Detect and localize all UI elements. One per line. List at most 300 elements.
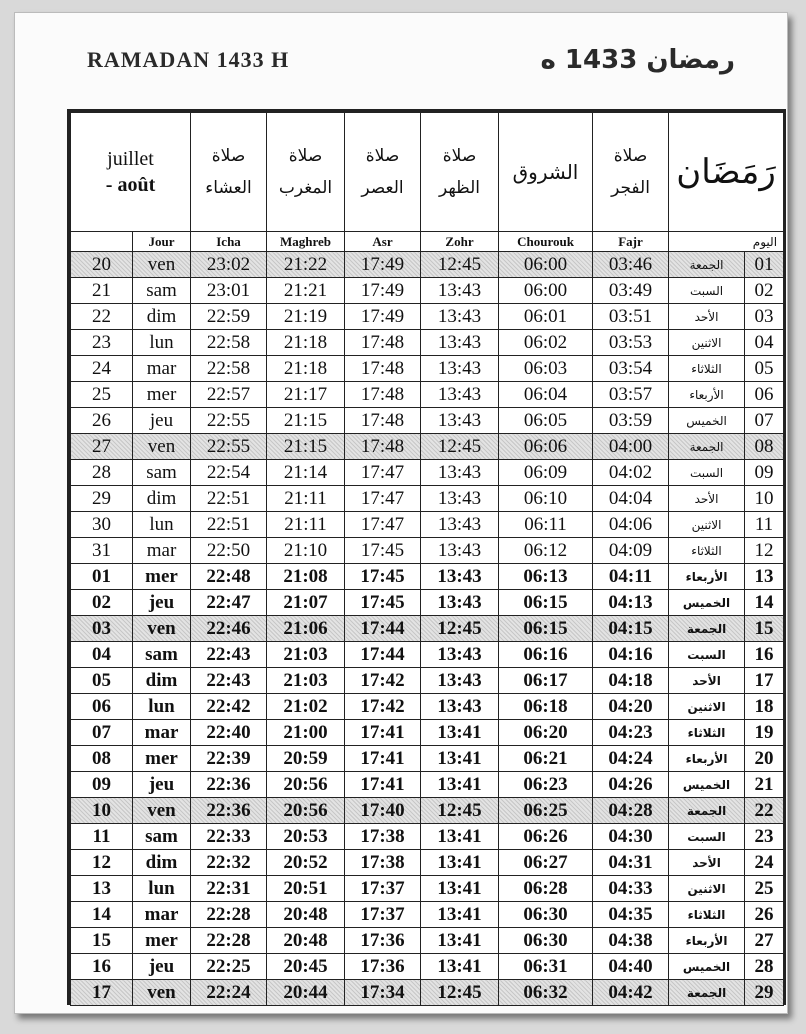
date-cell: 21: [71, 278, 133, 304]
table-row: [71, 720, 784, 746]
zohr-cell: 12:45: [421, 434, 499, 460]
arabic-day-cell: الاثنين: [669, 876, 745, 902]
chourouk-cell: 06:09: [499, 460, 593, 486]
header-ramadan-logo: [669, 113, 784, 232]
subheader-chourouk: Chourouk: [499, 232, 593, 252]
chourouk-cell: 06:15: [499, 616, 593, 642]
icha-cell: 22:25: [191, 954, 267, 980]
jour-cell: mer: [133, 928, 191, 954]
subheader-icha: Icha: [191, 232, 267, 252]
ramadan-day-number-cell: 22: [745, 798, 784, 824]
timetable-sheet: [14, 12, 788, 1014]
zohr-cell: 13:41: [421, 928, 499, 954]
jour-cell: lun: [133, 512, 191, 538]
chourouk-cell: 06:17: [499, 668, 593, 694]
date-cell: 31: [71, 538, 133, 564]
asr-cell: 17:49: [345, 252, 421, 278]
asr-cell: 17:49: [345, 278, 421, 304]
maghreb-cell: 21:22: [267, 252, 345, 278]
table-row: [71, 642, 784, 668]
fajr-cell: 04:42: [593, 980, 669, 1006]
maghreb-cell: 21:15: [267, 434, 345, 460]
zohr-name-label: الظهر: [438, 178, 481, 198]
zohr-cell: 13:43: [421, 538, 499, 564]
icha-cell: 22:58: [191, 330, 267, 356]
maghreb-cell: 20:56: [267, 798, 345, 824]
jour-cell: dim: [133, 668, 191, 694]
zohr-cell: 13:43: [421, 564, 499, 590]
chourouk-cell: 06:04: [499, 382, 593, 408]
isha-salat-label: صلاة: [211, 146, 246, 166]
table-row: [71, 746, 784, 772]
jour-cell: dim: [133, 304, 191, 330]
chourouk-cell: 06:12: [499, 538, 593, 564]
fajr-cell: 04:33: [593, 876, 669, 902]
ramadan-day-number-cell: 28: [745, 954, 784, 980]
chourouk-cell: 06:30: [499, 928, 593, 954]
jour-cell: ven: [133, 980, 191, 1006]
chourouk-cell: 06:06: [499, 434, 593, 460]
jour-cell: mar: [133, 356, 191, 382]
month2-label: - août: [105, 174, 156, 196]
header-zohr: [421, 113, 499, 232]
ramadan-day-number-cell: 27: [745, 928, 784, 954]
ramadan-day-number-cell: 07: [745, 408, 784, 434]
prayer-times-table-frame: [67, 109, 786, 1005]
arabic-day-cell: الأحد: [669, 486, 745, 512]
maghreb-cell: 20:56: [267, 772, 345, 798]
ramadan-day-number-cell: 15: [745, 616, 784, 642]
arabic-day-cell: الخميس: [669, 772, 745, 798]
jour-cell: jeu: [133, 954, 191, 980]
ramadan-day-number-cell: 18: [745, 694, 784, 720]
zohr-cell: 13:43: [421, 330, 499, 356]
prayer-times-table: [70, 112, 784, 1006]
maghreb-cell: 20:59: [267, 746, 345, 772]
chourouk-cell: 06:13: [499, 564, 593, 590]
chourouk-cell: 06:23: [499, 772, 593, 798]
zohr-cell: 13:41: [421, 772, 499, 798]
maghreb-cell: 20:52: [267, 850, 345, 876]
ramadan-day-number-cell: 03: [745, 304, 784, 330]
chourouk-cell: 06:25: [499, 798, 593, 824]
asr-cell: 17:45: [345, 564, 421, 590]
fajr-cell: 04:18: [593, 668, 669, 694]
header-maghreb: [267, 113, 345, 232]
jour-cell: mar: [133, 902, 191, 928]
icha-cell: 22:36: [191, 772, 267, 798]
icha-cell: 22:28: [191, 928, 267, 954]
table-row: [71, 408, 784, 434]
date-cell: 14: [71, 902, 133, 928]
ramadan-day-number-cell: 20: [745, 746, 784, 772]
zohr-cell: 13:43: [421, 694, 499, 720]
arabic-day-cell: السبت: [669, 824, 745, 850]
date-cell: 09: [71, 772, 133, 798]
icha-cell: 22:57: [191, 382, 267, 408]
ramadan-day-number-cell: 26: [745, 902, 784, 928]
asr-cell: 17:41: [345, 746, 421, 772]
jour-cell: jeu: [133, 408, 191, 434]
jour-cell: ven: [133, 798, 191, 824]
header-isha: [191, 113, 267, 232]
date-cell: 11: [71, 824, 133, 850]
arabic-day-cell: الأحد: [669, 304, 745, 330]
fajr-name-label: الفجر: [611, 178, 650, 198]
jour-cell: ven: [133, 252, 191, 278]
header-fajr: [593, 113, 669, 232]
ramadan-day-number-cell: 11: [745, 512, 784, 538]
zohr-cell: 12:45: [421, 252, 499, 278]
jour-cell: lun: [133, 694, 191, 720]
date-cell: 08: [71, 746, 133, 772]
fajr-cell: 04:23: [593, 720, 669, 746]
fajr-cell: 04:13: [593, 590, 669, 616]
ramadan-day-number-cell: 29: [745, 980, 784, 1006]
arabic-day-cell: الاثنين: [669, 694, 745, 720]
table-row: [71, 850, 784, 876]
fajr-salat-label: صلاة: [613, 146, 648, 166]
date-cell: 15: [71, 928, 133, 954]
header-row: [71, 113, 784, 232]
table-row: [71, 434, 784, 460]
ramadan-day-number-cell: 19: [745, 720, 784, 746]
icha-cell: 22:36: [191, 798, 267, 824]
fajr-cell: 03:53: [593, 330, 669, 356]
arabic-day-cell: الأحد: [669, 668, 745, 694]
table-row: [71, 668, 784, 694]
ramadan-day-number-cell: 01: [745, 252, 784, 278]
zohr-cell: 13:41: [421, 902, 499, 928]
ramadan-day-number-cell: 21: [745, 772, 784, 798]
isha-name-label: العشاء: [205, 178, 252, 198]
ramadan-day-number-cell: 10: [745, 486, 784, 512]
chourouk-name-label: الشروق: [512, 160, 579, 184]
asr-cell: 17:44: [345, 616, 421, 642]
maghreb-cell: 21:00: [267, 720, 345, 746]
table-row: [71, 616, 784, 642]
chourouk-cell: 06:01: [499, 304, 593, 330]
asr-cell: 17:48: [345, 356, 421, 382]
chourouk-cell: 06:27: [499, 850, 593, 876]
icha-cell: 23:01: [191, 278, 267, 304]
ramadan-day-number-cell: 04: [745, 330, 784, 356]
asr-cell: 17:41: [345, 720, 421, 746]
maghreb-cell: 20:53: [267, 824, 345, 850]
jour-cell: mer: [133, 746, 191, 772]
asr-cell: 17:38: [345, 850, 421, 876]
maghreb-cell: 20:48: [267, 902, 345, 928]
chourouk-cell: 06:16: [499, 642, 593, 668]
icha-cell: 22:28: [191, 902, 267, 928]
table-row: [71, 304, 784, 330]
asr-cell: 17:49: [345, 304, 421, 330]
table-row: [71, 824, 784, 850]
asr-cell: 17:47: [345, 512, 421, 538]
icha-cell: 22:50: [191, 538, 267, 564]
subheader-row: [71, 232, 784, 252]
chourouk-cell: 06:11: [499, 512, 593, 538]
zohr-cell: 13:43: [421, 668, 499, 694]
zohr-cell: 13:43: [421, 590, 499, 616]
asr-cell: 17:34: [345, 980, 421, 1006]
chourouk-cell: 06:05: [499, 408, 593, 434]
zohr-cell: 12:45: [421, 798, 499, 824]
zohr-cell: 13:43: [421, 304, 499, 330]
arabic-day-cell: الجمعة: [669, 252, 745, 278]
maghreb-cell: 20:48: [267, 928, 345, 954]
header-asr: [345, 113, 421, 232]
arabic-day-cell: الخميس: [669, 408, 745, 434]
date-cell: 28: [71, 460, 133, 486]
chourouk-cell: 06:20: [499, 720, 593, 746]
arabic-day-cell: السبت: [669, 642, 745, 668]
jour-cell: dim: [133, 486, 191, 512]
ramadan-day-number-cell: 17: [745, 668, 784, 694]
zohr-cell: 13:41: [421, 824, 499, 850]
ramadan-day-number-cell: 05: [745, 356, 784, 382]
chourouk-cell: 06:15: [499, 590, 593, 616]
date-cell: 07: [71, 720, 133, 746]
icha-cell: 22:59: [191, 304, 267, 330]
arabic-day-cell: الأربعاء: [669, 746, 745, 772]
fajr-cell: 03:54: [593, 356, 669, 382]
icha-cell: 22:58: [191, 356, 267, 382]
asr-cell: 17:45: [345, 590, 421, 616]
fajr-cell: 04:38: [593, 928, 669, 954]
maghreb-salat-label: صلاة: [288, 146, 323, 166]
table-row: [71, 512, 784, 538]
icha-cell: 22:47: [191, 590, 267, 616]
zohr-cell: 13:43: [421, 382, 499, 408]
chourouk-cell: 06:31: [499, 954, 593, 980]
table-row: [71, 278, 784, 304]
zohr-cell: 13:41: [421, 876, 499, 902]
asr-cell: 17:36: [345, 954, 421, 980]
arabic-day-cell: الخميس: [669, 954, 745, 980]
maghreb-cell: 21:15: [267, 408, 345, 434]
header-month: [71, 113, 191, 232]
table-row: [71, 252, 784, 278]
date-cell: 29: [71, 486, 133, 512]
zohr-cell: 12:45: [421, 980, 499, 1006]
table-row: [71, 564, 784, 590]
maghreb-cell: 20:51: [267, 876, 345, 902]
date-cell: 16: [71, 954, 133, 980]
arabic-day-cell: الثلاثاء: [669, 902, 745, 928]
zohr-cell: 13:41: [421, 746, 499, 772]
date-cell: 26: [71, 408, 133, 434]
arabic-day-cell: الثلاثاء: [669, 720, 745, 746]
fajr-cell: 04:00: [593, 434, 669, 460]
table-row: [71, 538, 784, 564]
ramadan-day-number-cell: 09: [745, 460, 784, 486]
date-cell: 12: [71, 850, 133, 876]
jour-cell: mar: [133, 538, 191, 564]
maghreb-cell: 21:11: [267, 512, 345, 538]
maghreb-cell: 21:18: [267, 356, 345, 382]
asr-cell: 17:42: [345, 694, 421, 720]
zohr-cell: 13:43: [421, 512, 499, 538]
subheader-zohr: Zohr: [421, 232, 499, 252]
table-row: [71, 980, 784, 1006]
date-cell: 22: [71, 304, 133, 330]
maghreb-cell: 21:14: [267, 460, 345, 486]
ramadan-day-number-cell: 23: [745, 824, 784, 850]
arabic-day-cell: الأربعاء: [669, 564, 745, 590]
fajr-cell: 04:09: [593, 538, 669, 564]
maghreb-cell: 21:11: [267, 486, 345, 512]
fajr-cell: 04:02: [593, 460, 669, 486]
ramadan-day-number-cell: 02: [745, 278, 784, 304]
date-cell: 24: [71, 356, 133, 382]
fajr-cell: 04:35: [593, 902, 669, 928]
fajr-cell: 04:26: [593, 772, 669, 798]
maghreb-cell: 21:17: [267, 382, 345, 408]
table-row: [71, 954, 784, 980]
zohr-cell: 13:41: [421, 850, 499, 876]
icha-cell: 22:31: [191, 876, 267, 902]
fajr-cell: 03:46: [593, 252, 669, 278]
fajr-cell: 04:15: [593, 616, 669, 642]
fajr-cell: 03:51: [593, 304, 669, 330]
jour-cell: sam: [133, 460, 191, 486]
table-row: [71, 486, 784, 512]
icha-cell: 22:42: [191, 694, 267, 720]
arabic-day-cell: الجمعة: [669, 616, 745, 642]
chourouk-cell: 06:00: [499, 252, 593, 278]
jour-cell: jeu: [133, 772, 191, 798]
asr-cell: 17:37: [345, 902, 421, 928]
maghreb-cell: 21:10: [267, 538, 345, 564]
jour-cell: ven: [133, 616, 191, 642]
fajr-cell: 04:04: [593, 486, 669, 512]
icha-cell: 22:32: [191, 850, 267, 876]
arabic-day-cell: الخميس: [669, 590, 745, 616]
arabic-day-cell: السبت: [669, 278, 745, 304]
chourouk-cell: 06:30: [499, 902, 593, 928]
table-row: [71, 590, 784, 616]
arabic-day-cell: الثلاثاء: [669, 356, 745, 382]
ramadan-day-number-cell: 13: [745, 564, 784, 590]
page-title-fr: RAMADAN 1433 H: [87, 47, 290, 72]
month-label: juillet: [107, 148, 154, 170]
chourouk-cell: 06:26: [499, 824, 593, 850]
date-cell: 27: [71, 434, 133, 460]
maghreb-cell: 21:03: [267, 642, 345, 668]
zohr-salat-label: صلاة: [442, 146, 477, 166]
chourouk-cell: 06:10: [499, 486, 593, 512]
date-cell: 02: [71, 590, 133, 616]
ramadan-day-number-cell: 24: [745, 850, 784, 876]
zohr-cell: 13:41: [421, 720, 499, 746]
icha-cell: 22:43: [191, 668, 267, 694]
arabic-day-cell: الجمعة: [669, 434, 745, 460]
date-cell: 17: [71, 980, 133, 1006]
table-row: [71, 902, 784, 928]
maghreb-cell: 21:08: [267, 564, 345, 590]
asr-cell: 17:45: [345, 538, 421, 564]
table-row: [71, 928, 784, 954]
jour-cell: mar: [133, 720, 191, 746]
table-row: [71, 330, 784, 356]
zohr-cell: 13:41: [421, 954, 499, 980]
asr-cell: 17:48: [345, 382, 421, 408]
arabic-day-cell: الجمعة: [669, 980, 745, 1006]
fajr-cell: 03:57: [593, 382, 669, 408]
chourouk-cell: 06:02: [499, 330, 593, 356]
icha-cell: 22:46: [191, 616, 267, 642]
icha-cell: 22:51: [191, 512, 267, 538]
table-row: [71, 876, 784, 902]
fajr-cell: 04:06: [593, 512, 669, 538]
zohr-cell: 13:43: [421, 460, 499, 486]
asr-cell: 17:36: [345, 928, 421, 954]
arabic-day-cell: الاثنين: [669, 512, 745, 538]
subheader-date: [71, 232, 133, 252]
fajr-cell: 04:31: [593, 850, 669, 876]
asr-cell: 17:37: [345, 876, 421, 902]
icha-cell: 22:24: [191, 980, 267, 1006]
asr-cell: 17:41: [345, 772, 421, 798]
date-cell: 03: [71, 616, 133, 642]
ramadan-day-number-cell: 08: [745, 434, 784, 460]
fajr-cell: 03:49: [593, 278, 669, 304]
jour-cell: mer: [133, 382, 191, 408]
maghreb-name-label: المغرب: [278, 178, 333, 198]
icha-cell: 22:40: [191, 720, 267, 746]
table-body: [71, 252, 784, 1006]
icha-cell: 22:39: [191, 746, 267, 772]
zohr-cell: 13:43: [421, 408, 499, 434]
asr-cell: 17:44: [345, 642, 421, 668]
fajr-cell: 04:16: [593, 642, 669, 668]
chourouk-cell: 06:21: [499, 746, 593, 772]
subheader-jour: Jour: [133, 232, 191, 252]
zohr-cell: 13:43: [421, 486, 499, 512]
zohr-cell: 12:45: [421, 616, 499, 642]
maghreb-cell: 21:19: [267, 304, 345, 330]
arabic-day-cell: الاثنين: [669, 330, 745, 356]
date-cell: 23: [71, 330, 133, 356]
page-title-ar: رمضان 1433 ه: [540, 45, 735, 75]
date-cell: 06: [71, 694, 133, 720]
icha-cell: 22:55: [191, 408, 267, 434]
chourouk-cell: 06:32: [499, 980, 593, 1006]
ramadan-calligraphy: رَمَضَان: [676, 152, 776, 192]
arabic-day-cell: الثلاثاء: [669, 538, 745, 564]
jour-cell: lun: [133, 330, 191, 356]
arabic-day-cell: الأربعاء: [669, 382, 745, 408]
ramadan-day-number-cell: 06: [745, 382, 784, 408]
subheader-maghreb: Maghreb: [267, 232, 345, 252]
maghreb-cell: 20:45: [267, 954, 345, 980]
table-row: [71, 772, 784, 798]
subheader-fajr: Fajr: [593, 232, 669, 252]
date-cell: 20: [71, 252, 133, 278]
asr-salat-label: صلاة: [365, 146, 400, 166]
ramadan-day-number-cell: 14: [745, 590, 784, 616]
asr-cell: 17:48: [345, 408, 421, 434]
icha-cell: 22:55: [191, 434, 267, 460]
jour-cell: sam: [133, 278, 191, 304]
maghreb-cell: 21:21: [267, 278, 345, 304]
table-row: [71, 382, 784, 408]
table-row: [71, 694, 784, 720]
chourouk-cell: 06:18: [499, 694, 593, 720]
arabic-day-cell: السبت: [669, 460, 745, 486]
chourouk-cell: 06:00: [499, 278, 593, 304]
